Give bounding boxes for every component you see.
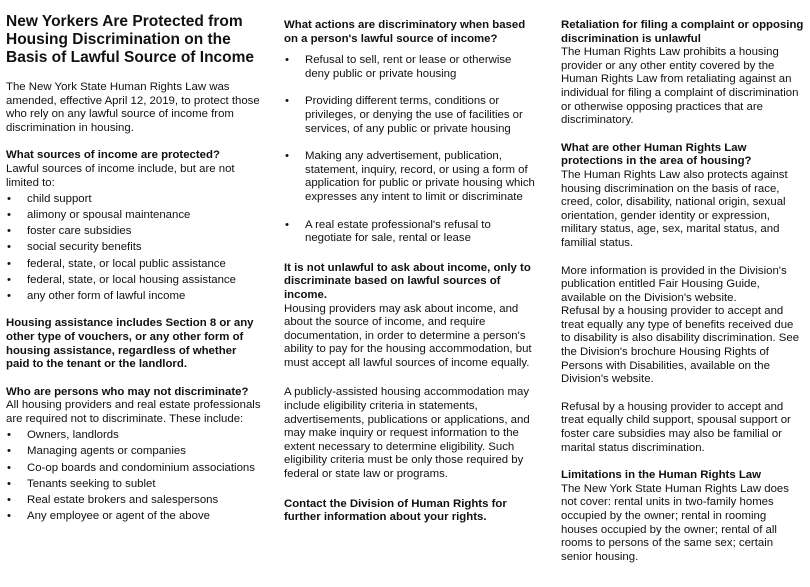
list-item: • Refusal to sell, rent or lease or otherwise deny public or private housing	[284, 54, 536, 81]
protected-sources-section	[6, 149, 262, 303]
who-may-not-discriminate-section	[6, 386, 262, 524]
retaliation-body: The Human Rights Law prohibits a housing provider or any other entity covered by the Human Rights Law from retaliating against an individual for filing a complaint of discrimination or otherwise opposing practices that are discriminatory.	[561, 46, 799, 127]
list-item: • alimony or spousal maintenance	[6, 209, 262, 223]
discriminatory-actions-heading: What actions are discriminatory when based on a person's lawful source of income?	[284, 19, 526, 45]
more-info-section	[561, 265, 804, 387]
column-2	[284, 0, 536, 525]
limitations-section	[561, 469, 804, 564]
brochure-title: New Yorkers Are Protected from Housing Discrimination on the Basis of Lawful Source of Income	[6, 13, 255, 66]
intro-paragraph: The New York State Human Rights Law was amended, effective April 12, 2019, to protect those who rely on any lawful source of income from discrimination in housing.	[6, 81, 260, 134]
column-3	[561, 0, 804, 564]
income-sources-list	[6, 193, 262, 304]
disability-paragraph: Refusal by a housing provider to accept and treat equally any type of benefits received due to disability is also disability discrimination. See the Division's brochure Housing Rights of Persons with Disabilities, available on the Division's website.	[561, 305, 800, 386]
list-item: • Making any advertisement, publication, statement, inquiry, record, or using a form of application for public or private housing which expresses any intent to limit or discriminate	[284, 150, 536, 204]
list-item: • Tenants seeking to sublet	[6, 478, 262, 492]
other-protections-heading: What are other Human Rights Law protections in the area of housing?	[561, 141, 752, 168]
other-protections-section	[561, 142, 804, 251]
list-item: • Providing different terms, conditions or privileges, or denying the use of facilities or services, of any public or private housing	[284, 95, 536, 136]
list-item: • child support	[6, 193, 262, 207]
list-item: • social security benefits	[6, 241, 262, 255]
not-unlawful-heading: It is not unlawful to ask about income, only to discriminate based on lawful sources of income.	[284, 261, 531, 301]
list-item: • federal, state, or local housing assistance	[6, 274, 262, 288]
retaliation-section	[561, 19, 804, 128]
protected-sources-heading: What sources of income are protected?	[6, 149, 220, 162]
discriminatory-actions-section	[284, 19, 536, 246]
limitations-heading: Limitations in the Human Rights Law	[561, 469, 761, 482]
protected-sources-body: Lawful sources of income include, but are not limited to:	[6, 162, 235, 189]
list-item: • A real estate professional's refusal to negotiate for sale, rental or lease	[284, 219, 536, 246]
housing-assistance-note: Housing assistance includes Section 8 or any other type of vouchers, or any other form of housing assistance, regardless of whether paid to the tenant or the landlord.	[6, 317, 254, 371]
list-item: • federal, state, or local public assistance	[6, 258, 262, 272]
other-protections-body: The Human Rights Law also protects against housing discrimination on the basis of race, creed, color, disability, national origin, sexual orientation, gender identity or expression, military status, age, sex, marital status, and familial status.	[561, 168, 788, 249]
column-1	[6, 0, 262, 524]
child-support-paragraph: Refusal by a housing provider to accept and treat equally child support, spousal support or foster care subsidies may also be familial or marital status discrimination.	[561, 400, 791, 454]
list-item: • Managing agents or companies	[6, 445, 262, 459]
retaliation-heading: Retaliation for filing a complaint or opposing discrimination is unlawful	[561, 19, 804, 45]
list-item: • Any employee or agent of the above	[6, 510, 262, 524]
not-unlawful-section	[284, 262, 536, 371]
discriminatory-actions-list	[284, 54, 536, 246]
limitations-body: The New York State Human Rights Law does not cover: rental units in two-family homes occupied by the owner; rental in rooming houses occupied by the owner; rental of all rooms to persons of the same sex; certain senior housing.	[561, 482, 789, 563]
list-item: • foster care subsidies	[6, 225, 262, 239]
list-item: • Owners, landlords	[6, 429, 262, 443]
list-item: • Real estate brokers and salespersons	[6, 494, 262, 508]
list-item: • Co-op boards and condominium associations	[6, 462, 262, 476]
publicly-assisted-paragraph: A publicly-assisted housing accommodation may include eligibility criteria in statements, advertisements, publications or applications, and may make inquiry or request information to the extent necessary to determine eligibility. Such eligibility criteria must be only those required by federal or state law or programs.	[284, 386, 530, 481]
who-heading: Who are persons who may not discriminate?	[6, 385, 249, 398]
covered-persons-list	[6, 429, 262, 524]
list-item: • any other form of lawful income	[6, 290, 262, 304]
contact-division-note: Contact the Division of Human Rights for further information about your rights.	[284, 497, 507, 524]
who-body: All housing providers and real estate professionals are required not to discriminate. These include:	[6, 399, 261, 426]
more-info-paragraph: More information is provided in the Division's publication entitled Fair Housing Guide, available on the Division's website.	[561, 264, 787, 304]
not-unlawful-body: Housing providers may ask about income, and about the source of income, and require documentation, in order to determine a person's ability to pay for the housing accommodation, but must accept all lawful sources of income equally.	[284, 302, 532, 369]
